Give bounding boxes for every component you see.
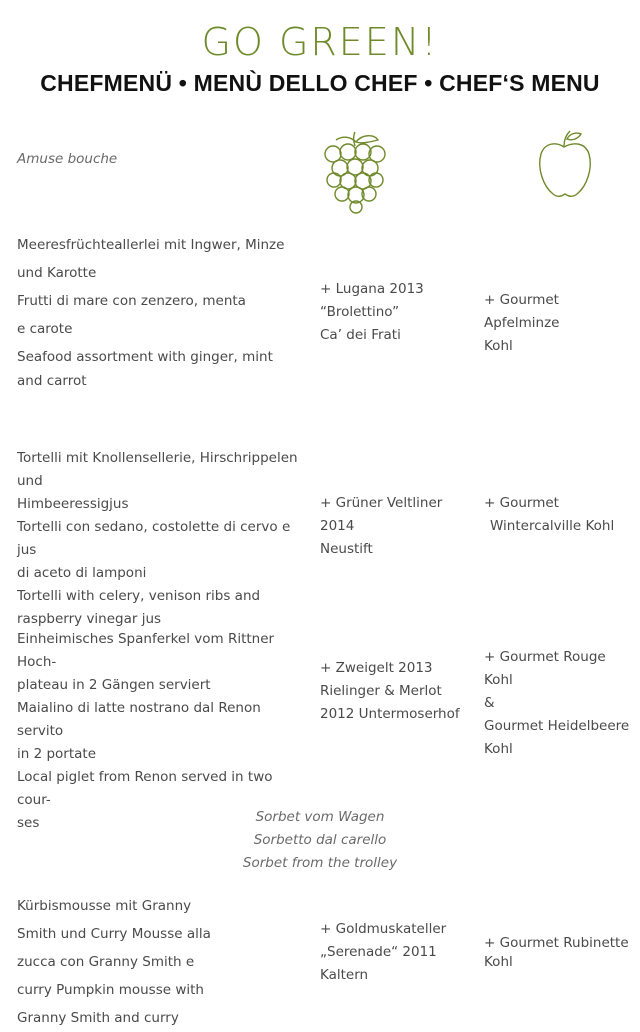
course-2-dish-it-1: Tortelli con sedano, costolette di cervo e jus xyxy=(17,519,291,558)
course-2-wine xyxy=(320,492,480,561)
course-4-dish-4: curry Pumpkin mousse with xyxy=(17,982,204,998)
course-3-dish xyxy=(17,628,307,835)
course-2-dish-de-2: Himbeeressigjus xyxy=(17,496,129,512)
course-2-dish-en-2: raspberry vinegar jus xyxy=(17,611,162,627)
course-4-dish xyxy=(17,892,307,1032)
course-4-wine-1: + Goldmuskateller xyxy=(320,921,447,937)
course-4-dish-1: Kürbismousse mit Granny xyxy=(17,898,192,914)
course-3-dish-it-1: Maialino di latte nostrano dal Renon servito xyxy=(17,700,261,739)
course-2-dish-en-1: Tortelli with celery, venison ribs and xyxy=(17,588,261,604)
course-2-juice-2: Wintercalville Kohl xyxy=(490,518,615,534)
course-1-juice-1: + Gourmet Apfelminze xyxy=(484,292,560,331)
course-2-dish-de-1: Tortelli mit Knollensellerie, Hirschrippelen und xyxy=(17,450,298,489)
sorbet-de: Sorbet vom Wagen xyxy=(255,809,385,825)
course-4-wine-3: Kaltern xyxy=(320,967,369,983)
course-3-wine-1: + Zweigelt 2013 xyxy=(320,660,433,676)
course-1-dish-it-1: Frutti di mare con zenzero, menta xyxy=(17,293,246,309)
amuse-bouche-label: Amuse bouche xyxy=(17,151,118,167)
menu-subtitle: CHEFMENÜ • MENÙ DELLO CHEF • CHEF‘S MENU xyxy=(40,70,600,96)
course-4-dish-3: zucca con Granny Smith e xyxy=(17,954,195,970)
apple-icon xyxy=(537,130,593,200)
course-2-dish-it-2: di aceto di lamponi xyxy=(17,565,147,581)
course-3-dish-en-1: Local piglet from Renon served in two cour- xyxy=(17,769,273,808)
course-1-juice-2: Kohl xyxy=(484,338,513,354)
course-3-dish-it-2: in 2 portate xyxy=(17,746,97,762)
course-2-wine-2: Neustift xyxy=(320,541,373,557)
course-3-juice-3: Gourmet Heidelbeere xyxy=(484,718,630,734)
course-1-wine-3: Ca’ dei Frati xyxy=(320,327,401,343)
course-3-dish-de-2: plateau in 2 Gängen serviert xyxy=(17,677,211,693)
sorbet-en: Sorbet from the trolley xyxy=(242,855,398,871)
course-1-wine xyxy=(320,278,480,347)
course-1-juice xyxy=(484,289,634,358)
course-3-juice-1: + Gourmet Rouge Kohl xyxy=(484,649,606,688)
course-4-wine-2: „Serenade“ 2011 xyxy=(320,944,437,960)
course-3-dish-en-2: ses xyxy=(17,815,40,831)
course-1-dish-de-1: Meeresfrüchteallerlei mit Ingwer, Minze xyxy=(17,237,285,253)
course-4-dish-2: Smith und Curry Mousse alla xyxy=(17,926,211,942)
course-1-wine-2: “Brolettino” xyxy=(320,304,400,320)
course-4-juice-2: Kohl xyxy=(484,954,513,970)
course-3-juice xyxy=(484,646,634,761)
course-3-wine-2: Rielinger & Merlot xyxy=(320,683,442,699)
course-3-juice-4: Kohl xyxy=(484,741,513,757)
course-3-wine xyxy=(320,657,480,726)
course-2-dish xyxy=(17,447,307,631)
course-3-dish-de-1: Einheimisches Spanferkel vom Rittner Hoch- xyxy=(17,631,275,670)
course-3-wine-3: 2012 Untermoserhof xyxy=(320,706,460,722)
sorbet-section xyxy=(0,806,640,875)
course-2-juice xyxy=(484,492,634,538)
sorbet-it: Sorbetto dal carello xyxy=(253,832,387,848)
course-4-dish-5: Granny Smith and curry xyxy=(17,1010,179,1026)
course-3-juice-2: & xyxy=(484,695,495,711)
course-1-dish-en-1: Seafood assortment with ginger, mint xyxy=(17,349,273,365)
course-2-wine-1: + Grüner Veltliner 2014 xyxy=(320,495,443,534)
course-1-dish-en-2: and carrot xyxy=(17,373,87,389)
course-1-dish-de-2: und Karotte xyxy=(17,265,97,281)
grapes-icon xyxy=(322,130,388,214)
course-4-juice xyxy=(484,934,634,972)
course-4-wine xyxy=(320,918,480,987)
course-2-juice-1: + Gourmet xyxy=(484,495,559,511)
course-1-dish xyxy=(17,236,307,396)
page-title: GO GREEN! xyxy=(201,20,439,64)
course-1-wine-1: + Lugana 2013 xyxy=(320,281,424,297)
course-4-juice-1: + Gourmet Rubinette xyxy=(484,935,629,951)
course-1-dish-it-2: e carote xyxy=(17,321,73,337)
